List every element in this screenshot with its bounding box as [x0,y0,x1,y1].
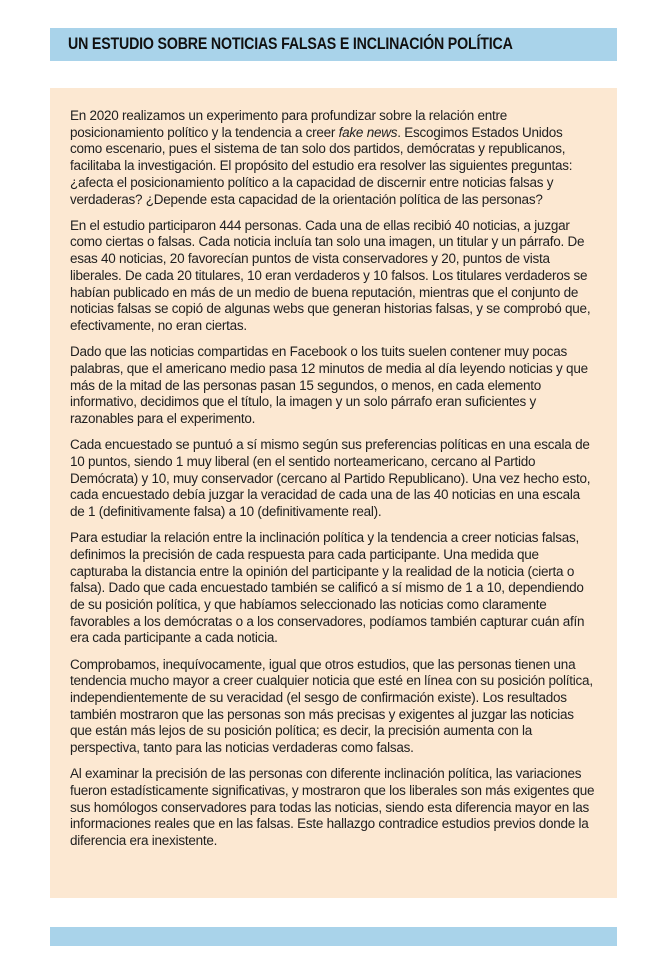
paragraph-3: Dado que las noticias compartidas en Facebook o los tuits suelen contener muy pocas palabras, que el americano medio pasa 12 minutos de media al día leyendo noticias y que más de la mitad de las personas pasan 15 segundos, o menos, en cada elemento informativo, decidimos que el título, la imagen y un solo párrafo eran suficientes y razonables para el experimento. [70,344,588,426]
paragraph-1 [70,108,597,208]
paragraph-1-after: . Escogimos Estados Unidos como escenario, pues el sistema de tan solo dos partidos, demócratas y republicanos, facilitaba la investigación. El propósito del estudio era resolver las siguientes preguntas: ¿afecta el posicionamiento político a la capacidad de discernir entre noticias falsas y verdaderas? ¿Depende esta capacidad de la orientación política de las personas? [70,124,573,207]
paragraph-6: Comprobamos, inequívocamente, igual que otros estudios, que las personas tienen una tendencia mucho mayor a creer cualquier noticia que esté en línea con su posición política, independientemente de su veracidad (el sesgo de confirmación existe). Los resultados también mostraron que las personas son más precisas y exigentes al juzgar las noticias que están más lejos de su posición política; es decir, la precisión aumenta con la perspectiva, tanto para las noticias verdaderas como falsas. [70,656,593,756]
article-body [50,88,617,898]
paragraph-4: Cada encuestado se puntuó a sí mismo según sus preferencias políticas en una escala de 10 puntos, siendo 1 muy liberal (en el sentido norteamericano, cercano al Partido Demócrata) y 10, muy conservador (cercano al Partido Republicano). Una vez hecho esto, cada encuestado debía juzgar la veracidad de cada una de las 40 noticias en una escala de 1 (definitivamente falsa) a 10 (definitivamente real). [70,437,591,519]
paragraph-1-emphasis: fake news [338,124,398,140]
article-title: UN ESTUDIO SOBRE NOTICIAS FALSAS E INCLINACIÓN POLÍTICA [68,35,513,53]
paragraph-5: Para estudiar la relación entre la inclinación política y la tendencia a creer noticias falsas, definimos la precisión de cada respuesta para cada participante. Una medida que capturaba la distancia entre la opinión del participante y la realidad de la noticia (cierta o falsa). Dado que cada encuestado también se calificó a sí mismo de 1 a 10, dependiendo de su posición política, y que habíamos seleccionado las noticias como claramente favorables a los demócratas o a los conservadores, podíamos también capturar cuán afín era cada participante a cada noticia. [70,530,585,646]
paragraph-7: Al examinar la precisión de las personas con diferente inclinación política, las variaciones fueron estadísticamente significativas, y mostraron que los liberales son más exigentes que sus homólogos conservadores para todas las noticias, siendo esta diferencia mayor en las informaciones reales que en las falsas. Este hallazgo contradice estudios previos donde la diferencia era inexistente. [70,766,595,849]
footer-bar [50,927,617,946]
title-bar [50,28,617,61]
paragraph-1-before: En 2020 realizamos un experimento para profundizar sobre la relación entre posicionamiento político y la tendencia a creer [70,108,508,140]
paragraph-2: En el estudio participaron 444 personas. Cada una de ellas recibió 40 noticias, a juzgar como ciertas o falsas. Cada noticia incluía tan solo una imagen, un titular y un párrafo. De esas 40 noticias, 20 favorecían puntos de vista conservadores y 20, puntos de vista liberales. De cada 20 titulares, 10 eran verdaderos y 10 falsos. Los titulares verdaderos se habían publicado en más de un medio de buena reputación, mientras que el conjunto de noticias falsas se copió de algunas webs que generan historias falsas, y se comprobó que, efectivamente, no eran ciertas. [70,217,591,333]
